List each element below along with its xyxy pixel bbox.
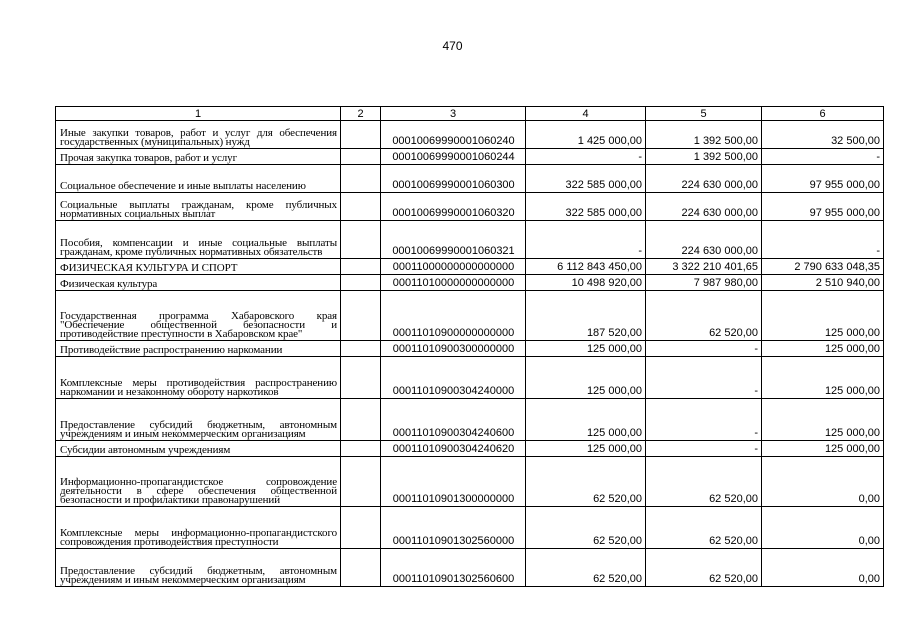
budget-table [55, 106, 884, 587]
row-value-col6: 2 510 940,00 [762, 275, 884, 291]
row-value-col4: 322 585 000,00 [526, 165, 646, 193]
row-value-col5: - [646, 357, 762, 399]
row-col2-cell [341, 507, 381, 549]
row-col2-cell [341, 341, 381, 357]
row-col2-cell [341, 399, 381, 441]
row-code-cell: 00010069990001060320 [381, 193, 526, 221]
row-value-col4: 125 000,00 [526, 341, 646, 357]
header-row [56, 107, 884, 121]
row-value-col5: - [646, 341, 762, 357]
row-col2-cell [341, 441, 381, 457]
row-value-col4: 6 112 843 450,00 [526, 259, 646, 275]
row-value-col6: 125 000,00 [762, 357, 884, 399]
row-code-cell: 00011000000000000000 [381, 259, 526, 275]
row-value-col4: 1 425 000,00 [526, 121, 646, 149]
row-col2-cell [341, 221, 381, 259]
row-value-col6: 2 790 633 048,35 [762, 259, 884, 275]
row-name-cell: Физическая культура [56, 275, 341, 291]
table-row [56, 221, 884, 259]
row-value-col5: 224 630 000,00 [646, 221, 762, 259]
row-value-col4: - [526, 149, 646, 165]
row-code-cell: 00011010900304240620 [381, 441, 526, 457]
row-value-col5: 224 630 000,00 [646, 165, 762, 193]
row-code-cell: 00011010900300000000 [381, 341, 526, 357]
row-value-col5: 7 987 980,00 [646, 275, 762, 291]
row-code-cell: 00011010900304240000 [381, 357, 526, 399]
row-name-cell: Предоставление субсидий бюджетным, автономным учреждениям и иным некоммерческим организациям [56, 399, 341, 441]
row-name-cell: Комплексные меры информационно-пропагандистского сопровождения противодействия преступности [56, 507, 341, 549]
row-value-col6: - [762, 221, 884, 259]
header-col-5: 5 [646, 107, 762, 121]
row-col2-cell [341, 193, 381, 221]
table-row [56, 149, 884, 165]
table-row [56, 457, 884, 507]
row-value-col5: 3 322 210 401,65 [646, 259, 762, 275]
row-name-cell: Социальное обеспечение и иные выплаты населению [56, 165, 341, 193]
row-value-col4: 10 498 920,00 [526, 275, 646, 291]
row-value-col5: - [646, 399, 762, 441]
row-value-col6: 97 955 000,00 [762, 193, 884, 221]
row-col2-cell [341, 291, 381, 341]
row-value-col4: 187 520,00 [526, 291, 646, 341]
header-col-3: 3 [381, 107, 526, 121]
row-value-col4: 62 520,00 [526, 549, 646, 587]
row-code-cell: 00011010900000000000 [381, 291, 526, 341]
row-value-col6: 0,00 [762, 549, 884, 587]
row-name-cell: ФИЗИЧЕСКАЯ КУЛЬТУРА И СПОРТ [56, 259, 341, 275]
table-row [56, 259, 884, 275]
row-value-col6: 0,00 [762, 507, 884, 549]
row-value-col4: - [526, 221, 646, 259]
row-value-col5: 62 520,00 [646, 549, 762, 587]
row-col2-cell [341, 357, 381, 399]
row-value-col5: 1 392 500,00 [646, 121, 762, 149]
row-code-cell: 00010069990001060321 [381, 221, 526, 259]
row-name-cell: Комплексные меры противодействия распространению наркомании и незаконному обороту наркотиков [56, 357, 341, 399]
row-value-col6: - [762, 149, 884, 165]
row-value-col5: 1 392 500,00 [646, 149, 762, 165]
row-value-col6: 97 955 000,00 [762, 165, 884, 193]
row-code-cell: 00010069990001060244 [381, 149, 526, 165]
row-code-cell: 00010069990001060240 [381, 121, 526, 149]
row-value-col4: 125 000,00 [526, 399, 646, 441]
row-value-col6: 125 000,00 [762, 399, 884, 441]
table-row [56, 357, 884, 399]
table-row [56, 399, 884, 441]
row-col2-cell [341, 149, 381, 165]
header-col-2: 2 [341, 107, 381, 121]
row-value-col4: 62 520,00 [526, 507, 646, 549]
row-value-col6: 125 000,00 [762, 291, 884, 341]
header-col-6: 6 [762, 107, 884, 121]
row-name-cell: Субсидии автономным учреждениям [56, 441, 341, 457]
table-row [56, 441, 884, 457]
row-value-col4: 125 000,00 [526, 441, 646, 457]
row-name-cell: Иные закупки товаров, работ и услуг для обеспечения государственных (муниципальных) нужд [56, 121, 341, 149]
row-col2-cell [341, 165, 381, 193]
row-col2-cell [341, 549, 381, 587]
row-name-cell: Информационно-пропагандистское сопровождение деятельности в сфере обеспечения общественной безопасности и профилактики правонарушений [56, 457, 341, 507]
row-col2-cell [341, 457, 381, 507]
row-name-cell: Государственная программа Хабаровского края "Обеспечение общественной безопасности и противодействие преступности в Хабаровском крае" [56, 291, 341, 341]
row-name-cell: Социальные выплаты гражданам, кроме публичных нормативных социальных выплат [56, 193, 341, 221]
row-value-col6: 125 000,00 [762, 441, 884, 457]
row-value-col5: 224 630 000,00 [646, 193, 762, 221]
row-value-col4: 62 520,00 [526, 457, 646, 507]
row-value-col5: 62 520,00 [646, 507, 762, 549]
row-name-cell: Предоставление субсидий бюджетным, автономным учреждениям и иным некоммерческим организациям [56, 549, 341, 587]
table-row [56, 549, 884, 587]
table-row [56, 507, 884, 549]
row-code-cell: 00011010901300000000 [381, 457, 526, 507]
row-code-cell: 00010069990001060300 [381, 165, 526, 193]
row-value-col5: 62 520,00 [646, 291, 762, 341]
row-value-col6: 0,00 [762, 457, 884, 507]
row-value-col5: 62 520,00 [646, 457, 762, 507]
header-col-1: 1 [56, 107, 341, 121]
table-row [56, 193, 884, 221]
table-row [56, 275, 884, 291]
row-name-cell: Прочая закупка товаров, работ и услуг [56, 149, 341, 165]
row-value-col6: 32 500,00 [762, 121, 884, 149]
row-value-col5: - [646, 441, 762, 457]
row-value-col4: 322 585 000,00 [526, 193, 646, 221]
row-value-col4: 125 000,00 [526, 357, 646, 399]
row-col2-cell [341, 121, 381, 149]
page-number: 470 [442, 39, 463, 53]
table-row [56, 291, 884, 341]
row-name-cell: Пособия, компенсации и иные социальные выплаты гражданам, кроме публичных нормативных обязательств [56, 221, 341, 259]
table-row [56, 165, 884, 193]
row-code-cell: 00011010901302560000 [381, 507, 526, 549]
row-name-cell: Противодействие распространению наркомании [56, 341, 341, 357]
row-value-col6: 125 000,00 [762, 341, 884, 357]
row-code-cell: 00011010900304240600 [381, 399, 526, 441]
row-col2-cell [341, 259, 381, 275]
row-code-cell: 00011010901302560600 [381, 549, 526, 587]
table-row [56, 121, 884, 149]
row-code-cell: 00011010000000000000 [381, 275, 526, 291]
header-col-4: 4 [526, 107, 646, 121]
row-col2-cell [341, 275, 381, 291]
table-row [56, 341, 884, 357]
